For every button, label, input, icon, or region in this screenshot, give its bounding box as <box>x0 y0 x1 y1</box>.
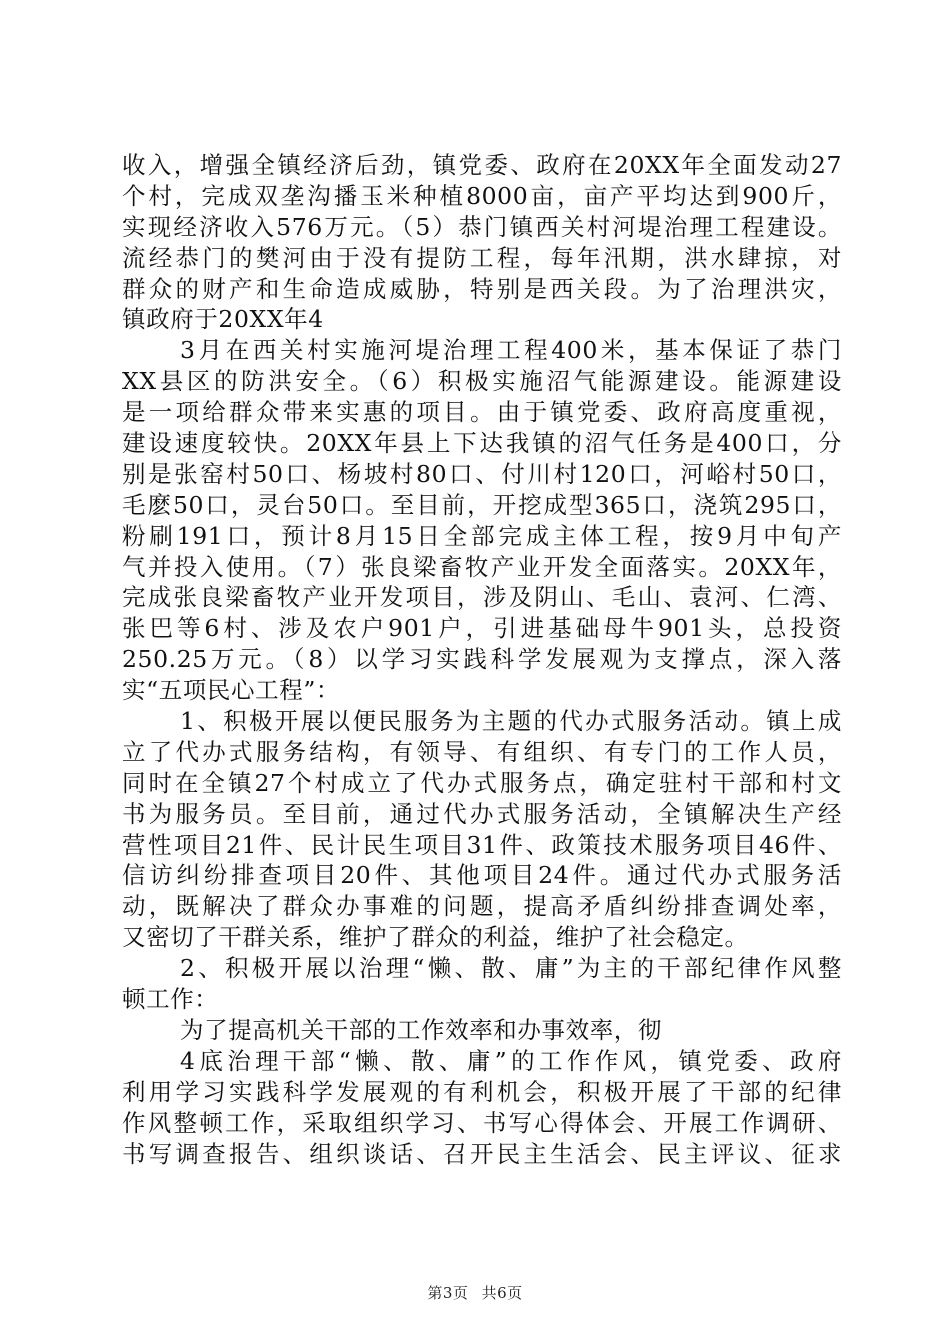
page-footer <box>0 1282 950 1303</box>
text-line: 顿工作： <box>122 985 219 1014</box>
text-line: 收入，增强全镇经济后劲，镇党委、政府在20XX年全面发动27 <box>122 151 842 179</box>
text-line: 群众的财产和生命造成威胁，特别是西关段。为了治理洪灾， <box>122 274 842 303</box>
text-line: 是一项给群众带来实惠的项目。由于镇党委、政府高度重视， <box>122 398 842 427</box>
text-line: 完成张良梁畜牧产业开发项目，涉及阴山、毛山、袁河、仁湾、 <box>122 583 842 612</box>
text-line: 张巴等6村、涉及农户901户，引进基础母牛901头，总投资 <box>122 614 842 643</box>
paragraph-start-line: 1、积极开展以便民服务为主题的代办式服务活动。镇上成 <box>180 707 842 736</box>
page-number: 第3页 <box>427 1284 469 1302</box>
paragraph-start-line: 3月在西关村实施河堤治理工程400米，基本保证了恭门 <box>180 336 842 365</box>
body-text <box>122 150 842 1169</box>
text-line: 作风整顿工作，采取组织学习、书写心得体会、开展工作调研、 <box>122 1108 842 1137</box>
text-line: 流经恭门的樊河由于没有提防工程，每年汛期，洪水肆掠，对 <box>122 243 842 272</box>
page-total: 共6页 <box>481 1284 523 1302</box>
text-line: 动，既解决了群众办事难的问题，提高矛盾纠纷排查调处率， <box>122 892 842 921</box>
text-line: 同时在全镇27个村成立了代办式服务点，确定驻村干部和村文 <box>122 768 842 797</box>
text-line: 个村，完成双垄沟播玉米种植8000亩，亩产平均达到900斤， <box>122 181 842 210</box>
text-line: 250.25万元。（8）以学习实践科学发展观为支撑点，深入落 <box>122 645 842 674</box>
text-line: 别是张窑村50口、杨坡村80口、付川村120口，河峪村50口， <box>122 459 842 488</box>
text-line: 立了代办式服务结构，有领导、有组织、有专门的工作人员， <box>122 737 842 766</box>
text-line: 书写调查报告、组织谈话、召开民主生活会、民主评议、征求 <box>122 1139 842 1168</box>
text-line: 营性项目21件、民计民生项目31件、政策技术服务项目46件、 <box>122 830 842 859</box>
text-line: 又密切了干群关系，维护了群众的利益，维护了社会稳定。 <box>122 923 749 952</box>
text-line: 书为服务员。至目前，通过代办式服务活动，全镇解决生产经 <box>122 799 842 828</box>
text-line: 利用学习实践科学发展观的有利机会，积极开展了干部的纪律 <box>122 1077 842 1106</box>
text-line: XX县区的防洪安全。（6）积极实施沼气能源建设。能源建设 <box>122 367 842 396</box>
text-line: 粉刷191口，预计8月15日全部完成主体工程，按9月中旬产 <box>122 521 842 550</box>
paragraph-start-line: 4底治理干部“懒、散、庸”的工作作风，镇党委、政府 <box>180 1046 842 1075</box>
text-line: 信访纠纷排查项目20件、其他项目24件。通过代办式服务活 <box>122 861 842 890</box>
text-line: 镇政府于20XX年4 <box>122 305 324 334</box>
text-line: 实“五项民心工程”： <box>122 676 341 705</box>
text-line: 气并投入使用。（7）张良梁畜牧产业开发全面落实。20XX年， <box>122 552 842 581</box>
paragraph-start-line: 为了提高机关干部的工作效率和办事效率，彻 <box>180 1015 662 1044</box>
text-line: 建设速度较快。20XX年县上下达我镇的沼气任务是400口，分 <box>122 429 842 458</box>
text-line: 毛麽50口，灵台50口。至目前，开挖成型365口，浇筑295口， <box>122 490 842 519</box>
text-line: 实现经济收入576万元。（5）恭门镇西关村河堤治理工程建设。 <box>122 212 842 241</box>
paragraph-start-line: 2、积极开展以治理“懒、散、庸”为主的干部纪律作风整 <box>180 954 842 983</box>
